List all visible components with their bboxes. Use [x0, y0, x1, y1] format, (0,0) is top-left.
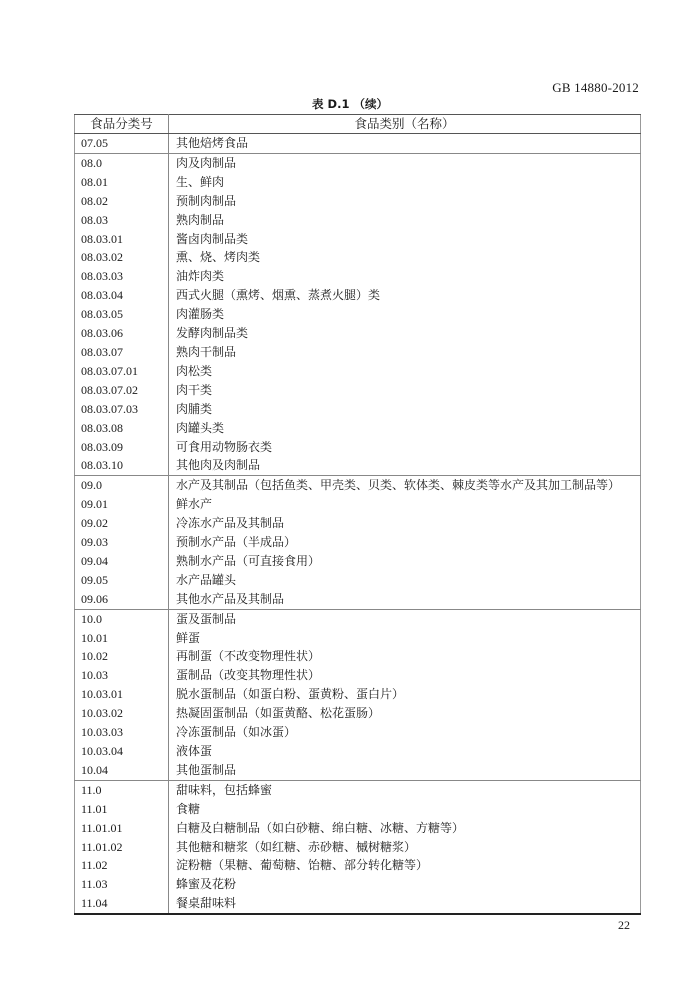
- category-code: 11.02: [75, 856, 169, 875]
- food-category-table: [74, 114, 641, 915]
- table-row: [75, 362, 641, 381]
- category-group: [75, 134, 641, 154]
- table-row: [75, 514, 641, 533]
- table-row: [75, 838, 641, 857]
- category-code: 10.0: [75, 609, 169, 628]
- category-name: 熟肉干制品: [176, 344, 237, 359]
- table-row: [75, 666, 641, 685]
- category-code: 10.04: [75, 761, 169, 780]
- category-name: 可食用动物肠衣类: [176, 439, 273, 454]
- table-row: [75, 590, 641, 609]
- table-row: [75, 230, 641, 249]
- column-header-code: 食品分类号: [75, 115, 169, 134]
- category-name: 冷冻蛋制品（如冰蛋）: [176, 725, 297, 740]
- category-name: 蜂蜜及花粉: [176, 877, 237, 892]
- category-code: 08.03.05: [75, 305, 169, 324]
- table-row: [75, 800, 641, 819]
- table-row: [75, 173, 641, 192]
- category-code: 08.02: [75, 192, 169, 211]
- category-name: 肉脯类: [176, 401, 213, 416]
- category-code: 08.01: [75, 173, 169, 192]
- category-name: 冷冻水产品及其制品: [176, 516, 285, 531]
- category-code: 08.03.07: [75, 343, 169, 362]
- category-group: [75, 780, 641, 914]
- category-name: 肉灌肠类: [176, 307, 225, 322]
- category-code: 07.05: [75, 134, 169, 154]
- category-code: 11.0: [75, 780, 169, 799]
- table-row: [75, 381, 641, 400]
- table-row: [75, 324, 641, 343]
- table-row: [75, 761, 641, 780]
- category-code: 10.03.03: [75, 723, 169, 742]
- category-code: 10.03.04: [75, 742, 169, 761]
- category-code: 08.03.02: [75, 248, 169, 267]
- table-row: [75, 438, 641, 457]
- table-row: [75, 894, 641, 914]
- category-name: 其他水产品及其制品: [176, 591, 285, 606]
- table-row: [75, 533, 641, 552]
- table-row: [75, 211, 641, 230]
- category-name: 其他焙烤食品: [169, 134, 641, 154]
- category-name: 熟制水产品（可直接食用）: [176, 553, 321, 568]
- category-name: 蛋制品（改变其物理性状）: [176, 668, 321, 683]
- category-name: 食糖: [176, 801, 201, 816]
- category-name: 脱水蛋制品（如蛋白粉、蛋黄粉、蛋白片）: [176, 687, 405, 702]
- category-name: 鲜蛋: [176, 630, 201, 645]
- table-row: [75, 476, 641, 495]
- table-row: [75, 456, 641, 475]
- category-code: 11.01: [75, 800, 169, 819]
- table-row: [75, 742, 641, 761]
- table-row: [75, 153, 641, 172]
- table-row: [75, 571, 641, 590]
- table-header: [75, 115, 641, 134]
- category-name: 油炸肉类: [176, 269, 225, 284]
- table-row: [75, 875, 641, 894]
- category-name: 发酵肉制品类: [176, 326, 249, 341]
- category-code: 09.0: [75, 476, 169, 495]
- category-name: 水产品罐头: [176, 572, 237, 587]
- category-code: 08.03.08: [75, 419, 169, 438]
- category-name: 预制肉制品: [176, 193, 237, 208]
- table-row: [75, 134, 641, 154]
- table-row: [75, 419, 641, 438]
- category-code: 08.0: [75, 153, 169, 172]
- table-row: [75, 286, 641, 305]
- category-group: [75, 476, 641, 609]
- category-name: 蛋及蛋制品: [169, 609, 641, 628]
- category-code: 10.03.02: [75, 704, 169, 723]
- category-name: 西式火腿（熏烤、烟熏、蒸煮火腿）类: [176, 288, 381, 303]
- standard-code: GB 14880-2012: [552, 80, 639, 95]
- category-name: 液体蛋: [176, 744, 213, 758]
- category-name: 白糖及白糖制品（如白砂糖、绵白糖、冰糖、方糖等）: [176, 820, 465, 835]
- table-row: [75, 400, 641, 419]
- category-name: 水产及其制品（包括鱼类、甲壳类、贝类、软体类、棘皮类等水产及其加工制品等）: [169, 476, 641, 495]
- page-number: 22: [618, 918, 630, 932]
- category-name: 甜味料，包括蜂蜜: [169, 780, 641, 799]
- category-name: 肉松类: [176, 363, 213, 378]
- category-code: 08.03: [75, 211, 169, 230]
- category-code: 09.04: [75, 552, 169, 571]
- category-name: 淀粉糖（果糖、葡萄糖、饴糖、部分转化糖等）: [176, 858, 429, 873]
- table-row: [75, 609, 641, 628]
- table-row: [75, 552, 641, 571]
- category-name: 其他糖和糖浆（如红糖、赤砂糖、槭树糖浆）: [176, 839, 417, 854]
- category-name: 再制蛋（不改变物理性状）: [176, 649, 321, 664]
- table-row: [75, 704, 641, 723]
- table-row: [75, 495, 641, 514]
- category-code: 09.02: [75, 514, 169, 533]
- category-name: 鲜水产: [176, 497, 213, 512]
- table-row: [75, 780, 641, 799]
- category-name: 其他肉及肉制品: [176, 458, 261, 473]
- category-group: [75, 609, 641, 780]
- table-title: 表 D.1 （续）: [312, 97, 388, 111]
- category-code: 09.05: [75, 571, 169, 590]
- category-code: 08.03.04: [75, 286, 169, 305]
- category-code: 11.04: [75, 894, 169, 914]
- table-row: [75, 647, 641, 666]
- category-group: [75, 153, 641, 475]
- category-code: 10.03: [75, 666, 169, 685]
- category-code: 10.02: [75, 647, 169, 666]
- category-name: 餐桌甜味料: [169, 894, 641, 914]
- table-row: [75, 629, 641, 648]
- category-code: 08.03.06: [75, 324, 169, 343]
- table-row: [75, 305, 641, 324]
- category-code: 11.03: [75, 875, 169, 894]
- table-row: [75, 248, 641, 267]
- category-code: 11.01.01: [75, 819, 169, 838]
- category-code: 08.03.07.03: [75, 400, 169, 419]
- category-name: 酱卤肉制品类: [176, 231, 249, 246]
- table-row: [75, 819, 641, 838]
- category-code: 08.03.07.02: [75, 381, 169, 400]
- category-name: 生、鲜肉: [176, 174, 225, 189]
- category-code: 08.03.07.01: [75, 362, 169, 381]
- category-code: 09.06: [75, 590, 169, 609]
- table-row: [75, 192, 641, 211]
- category-name: 其他蛋制品: [176, 762, 237, 777]
- category-name: 肉干类: [176, 382, 213, 397]
- category-name: 熏、烧、烤肉类: [176, 250, 261, 265]
- category-name: 肉罐头类: [176, 420, 225, 435]
- category-code: 08.03.03: [75, 267, 169, 286]
- category-name: 熟肉制品: [176, 212, 225, 227]
- table-row: [75, 856, 641, 875]
- table-row: [75, 685, 641, 704]
- category-name: 热凝固蛋制品（如蛋黄酪、松花蛋肠）: [176, 706, 381, 721]
- category-code: 08.03.10: [75, 456, 169, 475]
- table-row: [75, 723, 641, 742]
- category-code: 10.03.01: [75, 685, 169, 704]
- category-code: 09.03: [75, 533, 169, 552]
- column-header-name: 食品类别（名称）: [169, 115, 641, 134]
- category-name: 预制水产品（半成品）: [176, 535, 297, 550]
- category-code: 08.03.09: [75, 438, 169, 457]
- category-code: 11.01.02: [75, 838, 169, 857]
- table-row: [75, 267, 641, 286]
- table-row: [75, 343, 641, 362]
- category-name: 肉及肉制品: [169, 153, 641, 172]
- category-code: 10.01: [75, 629, 169, 648]
- category-code: 08.03.01: [75, 230, 169, 249]
- category-code: 09.01: [75, 495, 169, 514]
